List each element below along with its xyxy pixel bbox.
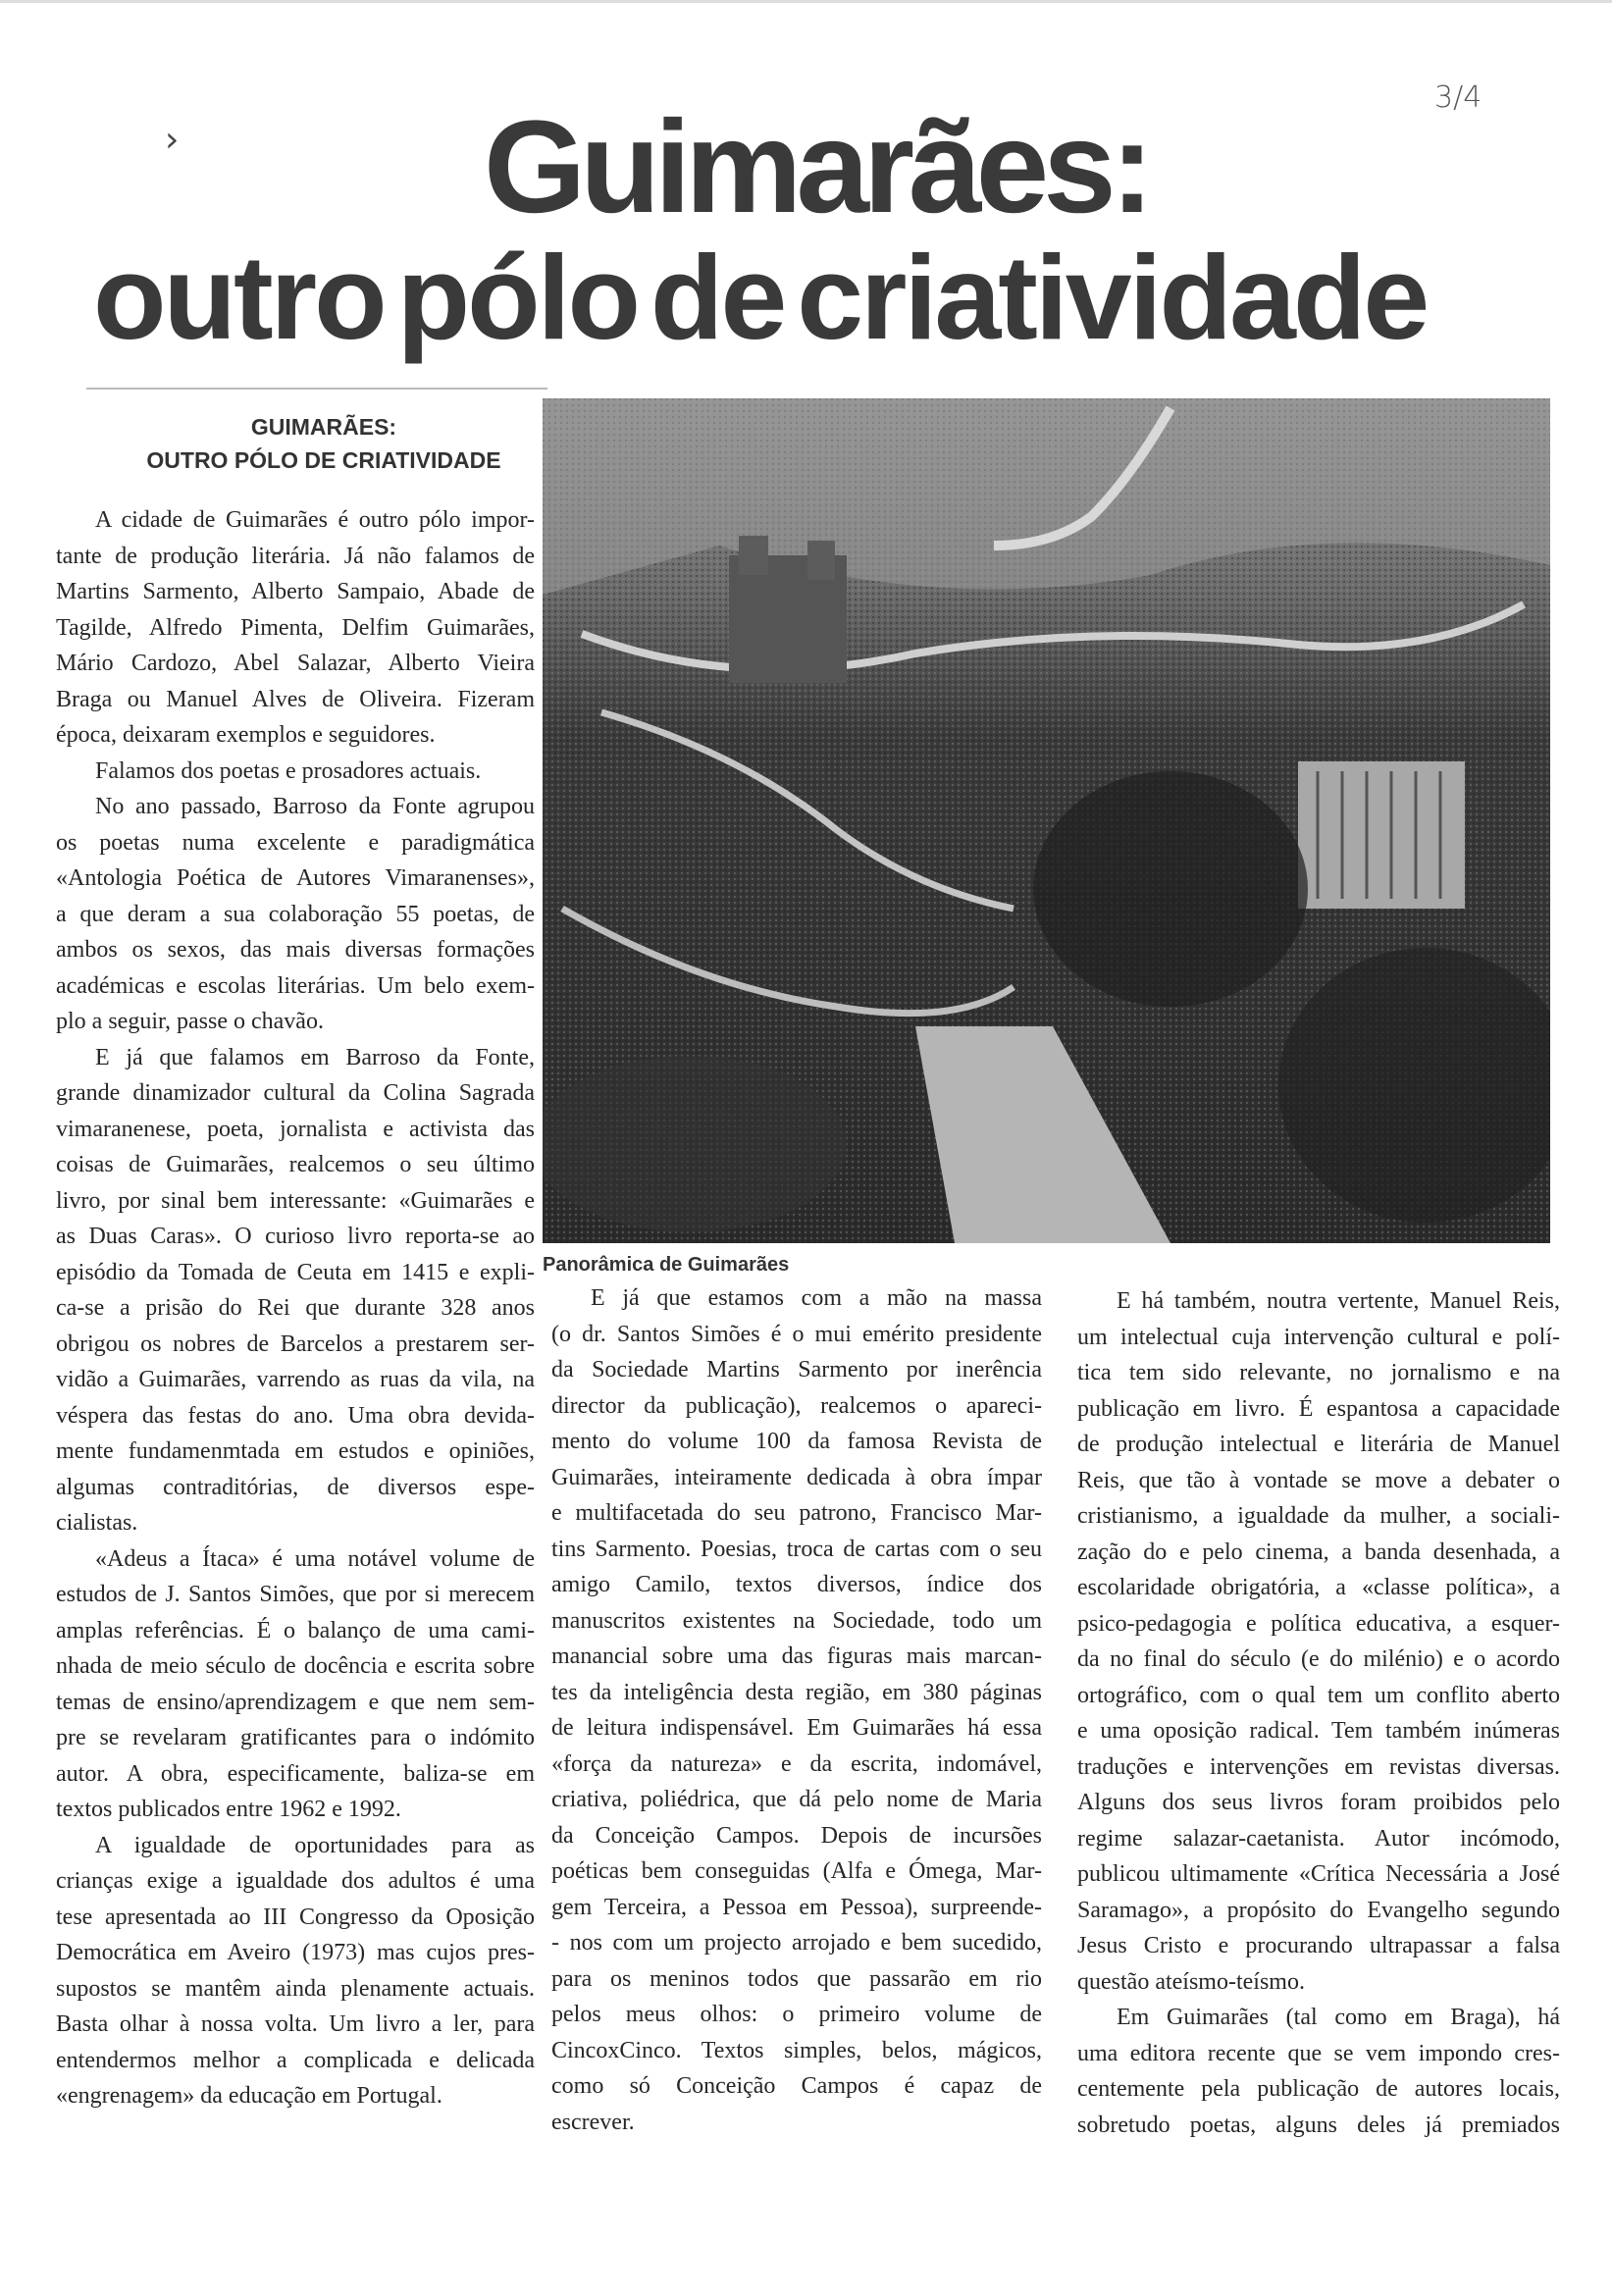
text-line: plo a seguir, passe o chavão. — [56, 1009, 324, 1034]
text-line: publicação em livro. É espantosa a capacidade — [1077, 1395, 1560, 1422]
text-line: traduções e intervenções em revistas diversas. — [1077, 1753, 1560, 1780]
text-line: criativa, poliédrica, que dá pelo nome de Maria — [551, 1787, 1042, 1812]
subheading — [108, 410, 540, 477]
text-line: cialistas. — [56, 1510, 138, 1536]
text-line: da Sociedade Martins Sarmento por inerência — [551, 1357, 1042, 1383]
text-line: e uma oposição radical. Tem também inúmeras — [1077, 1718, 1560, 1744]
text-line: uma editora recente que se vem impondo cres- — [1077, 2040, 1560, 2066]
paragraph — [1077, 1283, 1560, 2000]
text-line: Tagilde, Alfredo Pimenta, Delfim Guimarães, — [56, 614, 535, 641]
text-line: grande dinamizador cultural da Colina Sagrada — [56, 1080, 535, 1106]
aerial-photo — [543, 398, 1550, 1243]
subheading-line-2: OUTRO PÓLO DE CRIATIVIDADE — [146, 447, 501, 473]
text-line: Democrática em Aveiro (1973) mas cujos pres- — [56, 1940, 535, 1965]
page-number: 3/4 — [1434, 80, 1482, 115]
paragraph — [56, 1828, 535, 2114]
corner-mark: › — [165, 120, 180, 160]
article-column-left — [56, 502, 535, 2114]
text-line: entendermos melhor a complicada e delicada — [56, 2047, 535, 2073]
text-line: temas de ensino/aprendizagem e que nem sem- — [56, 1689, 535, 1715]
text-line: ortográfico, com o qual tem um conflito aberto — [1077, 1682, 1560, 1708]
text-line: centemente pela publicação de autores locais, — [1077, 2076, 1560, 2102]
text-line: Em Guimarães (tal como em Braga), há — [1117, 2005, 1560, 2030]
paragraph — [56, 789, 535, 1040]
text-line: No ano passado, Barroso da Fonte agrupou — [95, 794, 535, 819]
text-line: A igualdade de oportunidades para as — [95, 1832, 535, 1858]
text-line: episódio da Tomada de Ceuta em 1415 e expli- — [56, 1259, 535, 1285]
text-line: da Conceição Campos. Depois de incursões — [551, 1822, 1042, 1849]
text-line: E há também, noutra vertente, Manuel Reis, — [1117, 1288, 1560, 1314]
text-line: a que deram a sua colaboração 55 poetas, de — [56, 901, 535, 927]
text-line: textos publicados entre 1962 e 1992. — [56, 1797, 401, 1822]
text-line: «Adeus a Ítaca» é uma notável volume de — [95, 1545, 535, 1572]
text-line: crianças exige a igualdade dos adultos é uma — [56, 1868, 535, 1894]
text-line: tica tem sido relevante, no jornalismo e na — [1077, 1360, 1560, 1385]
text-line: Reis, que tão à vontade se move a debater o — [1077, 1467, 1560, 1493]
text-line: Jesus Cristo e procurando ultrapassar a falsa — [1077, 1933, 1560, 1958]
paragraph — [56, 502, 535, 754]
paragraph — [56, 754, 535, 790]
text-line: manancial sobre uma das figuras mais marcan- — [551, 1644, 1042, 1669]
text-line: de produção intelectual e literária de Manuel — [1077, 1432, 1560, 1457]
headline-line-2: outro pólo de criatividade — [93, 231, 1428, 364]
text-line: pelos meus olhos: o primeiro volume de — [551, 2002, 1042, 2027]
text-line: nhada de meio século de docência e escrita sobre — [56, 1653, 535, 1679]
text-line: E já que estamos com a mão na massa — [591, 1285, 1042, 1311]
paragraph — [1077, 2000, 1560, 2143]
subheading-line-1: GUIMARÃES: — [250, 414, 397, 440]
text-line: livro, por sinal bem interessante: «Guimarães e — [56, 1187, 535, 1214]
paragraph — [56, 1040, 535, 1541]
text-line: manuscritos existentes na Sociedade, todo um — [551, 1607, 1042, 1634]
text-line: coisas de Guimarães, realcemos o seu último — [56, 1152, 535, 1177]
text-line: amigo Camilo, textos diversos, índice dos — [551, 1572, 1042, 1597]
text-line: um intelectual cuja intervenção cultural e polí- — [1077, 1324, 1560, 1350]
headline-line-1: Guimarães: — [484, 94, 1149, 240]
text-line: académicas e escolas literárias. Um belo exem- — [56, 972, 535, 999]
text-line: pre se revelaram gratificantes para o indómito — [56, 1725, 535, 1750]
text-line: os poetas numa excelente e paradigmática — [56, 829, 535, 856]
text-line: Mário Cardozo, Abel Salazar, Alberto Vieira — [56, 651, 535, 676]
text-line: publicou ultimamente «Crítica Necessária a José — [1077, 1861, 1560, 1887]
text-line: tes da inteligência desta região, em 380 páginas — [551, 1679, 1042, 1705]
text-line: gem Terceira, a Pessoa em Pessoa), surpreende- — [551, 1894, 1042, 1920]
paragraph — [551, 1280, 1042, 2140]
text-line: mente fundamenmtada em estudos e opiniões, — [56, 1438, 535, 1464]
text-line: época, deixaram exemplos e seguidores. — [56, 722, 436, 748]
text-line: cristianismo, a igualdade da mulher, a sociali- — [1077, 1503, 1560, 1529]
text-line: psico-pedagogia e política educativa, a esquer- — [1077, 1610, 1560, 1637]
text-line: para os meninos todos que passarão em rio — [551, 1965, 1042, 1992]
text-line: questão ateísmo-teísmo. — [1077, 1968, 1305, 1995]
text-line: Alguns dos seus livros foram proibidos pelo — [1077, 1790, 1560, 1815]
text-line: sobretudo poetas, alguns deles já premiados — [1077, 2112, 1560, 2138]
text-line: Basta olhar à nossa volta. Um livro a ler, para — [56, 2011, 535, 2037]
article-column-right — [1077, 1283, 1560, 2143]
text-line: «Antologia Poética de Autores Vimaranenses», — [56, 865, 535, 891]
text-line: ambos os sexos, das mais diversas formações — [56, 937, 535, 963]
text-line: regime salazar-caetanista. Autor incómodo, — [1077, 1825, 1560, 1852]
text-line: E já que falamos em Barroso da Fonte, — [95, 1044, 535, 1070]
text-line: - nos com um projecto arrojado e bem sucedido, — [551, 1930, 1042, 1956]
text-line: zação do e pelo cinema, a banda desenhada, a — [1077, 1539, 1560, 1565]
text-line: tante de produção literária. Já não falamos de — [56, 543, 535, 569]
text-line: estudos de J. Santos Simões, que por si merecem — [56, 1582, 535, 1607]
text-line: vidão a Guimarães, varrendo as ruas da vila, na — [56, 1367, 535, 1392]
text-line: Saramago», a propósito do Evangelho segundo — [1077, 1897, 1560, 1923]
paragraph — [56, 1541, 535, 1828]
text-line: A cidade de Guimarães é outro pólo impor- — [95, 507, 535, 533]
text-line: amplas referências. É o balanço de uma cami- — [56, 1617, 535, 1644]
text-line: Braga ou Manuel Alves de Oliveira. Fizeram — [56, 686, 535, 712]
text-line: ca-se a prisão do Rei que durante 328 anos — [56, 1295, 535, 1321]
text-line: escolaridade obrigatória, a «classe política», a — [1077, 1575, 1560, 1600]
text-line: Falamos dos poetas e prosadores actuais. — [95, 757, 482, 784]
text-line: de leitura indispensável. Em Guimarães há essa — [551, 1715, 1042, 1741]
text-line: escrever. — [551, 2109, 635, 2135]
text-line: da no final do século (e do milénio) e o acordo — [1077, 1646, 1560, 1672]
text-line: tese apresentada ao III Congresso da Oposição — [56, 1904, 535, 1930]
text-line: poéticas bem conseguidas (Alfa e Ómega, Mar- — [551, 1858, 1042, 1884]
text-line: autor. A obra, especificamente, baliza-se em — [56, 1760, 535, 1787]
text-line: obrigou os nobres de Barcelos a prestarem ser- — [56, 1331, 535, 1357]
text-line: mento do volume 100 da famosa Revista de — [551, 1429, 1042, 1454]
text-line: CincoxCinco. Textos simples, belos, mágicos, — [551, 2037, 1042, 2063]
text-line: «força da natureza» e da escrita, indomável, — [551, 1750, 1042, 1777]
scan-edge — [0, 0, 1612, 3]
text-line: e multifacetada do seu patrono, Francisco Mar- — [551, 1500, 1042, 1526]
text-line: Guimarães, inteiramente dedicada à obra ímpar — [551, 1464, 1042, 1490]
text-line: (o dr. Santos Simões é o mui emérito presidente — [551, 1321, 1042, 1347]
text-line: director da publicação), realcemos o apareci- — [551, 1392, 1042, 1419]
article-column-middle — [551, 1280, 1042, 2140]
text-line: algumas contraditórias, de diversos espe- — [56, 1474, 535, 1500]
photo-caption: Panorâmica de Guimarães — [543, 1254, 790, 1276]
text-line: «engrenagem» da educação em Portugal. — [56, 2083, 442, 2109]
text-line: as Duas Caras». O curioso livro reporta-se ao — [56, 1224, 535, 1249]
text-line: como só Conceição Campos é capaz de — [551, 2073, 1042, 2099]
text-line: supostos se mantêm ainda plenamente actuais. — [56, 1975, 535, 2002]
text-line: vimaranenese, poeta, jornalista e activista das — [56, 1116, 535, 1142]
text-line: Martins Sarmento, Alberto Sampaio, Abade de — [56, 579, 535, 604]
text-line: véspera das festas do ano. Uma obra devida- — [56, 1402, 535, 1429]
text-line: tins Sarmento. Poesias, troca de cartas com o seu — [551, 1536, 1042, 1562]
divider — [86, 388, 547, 390]
